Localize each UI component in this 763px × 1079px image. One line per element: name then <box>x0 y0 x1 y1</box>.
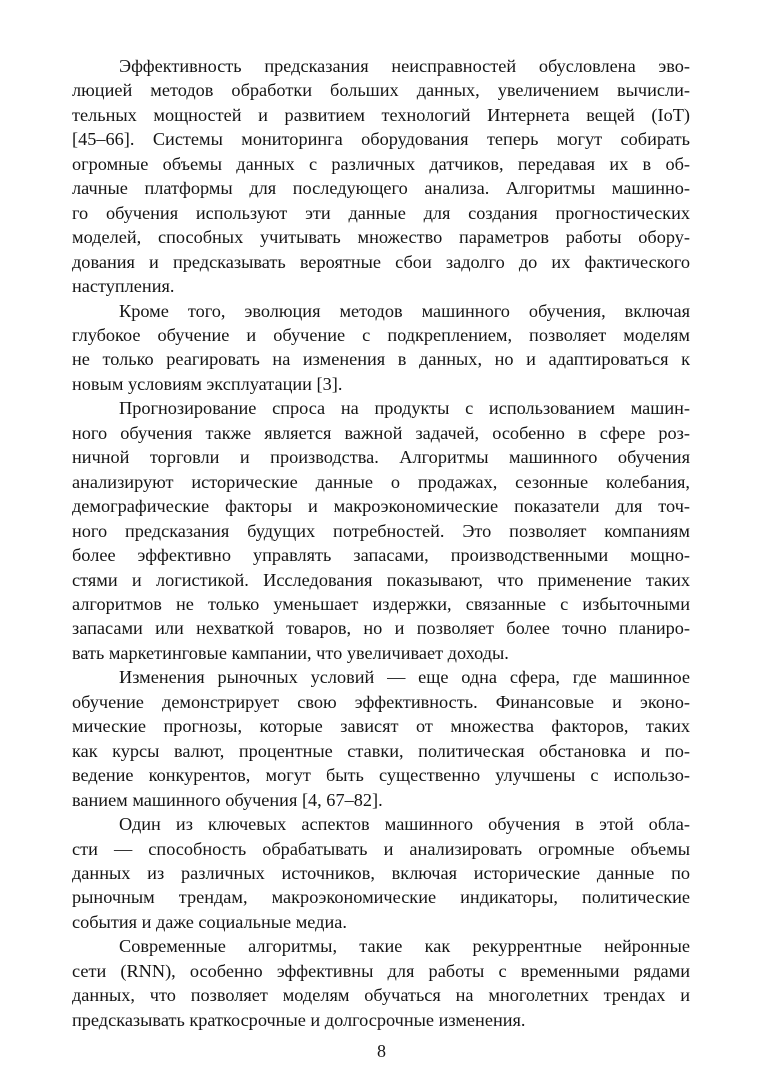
text-line: демографические факторы и макроэкономические показатели для точ- <box>72 496 690 517</box>
text-line: Кроме того, эволюция методов машинного обучения, включая <box>119 300 690 321</box>
text-line: [45–66]. Системы мониторинга оборудования теперь могут собирать <box>72 129 690 150</box>
text-line: алгоритмов не только уменьшает издержки, связанные с избыточными <box>72 593 690 614</box>
text-line: тельных мощностей и развитием технологий Интернета вещей (IoT) <box>72 104 690 125</box>
paragraph <box>72 396 690 665</box>
text-line: ного предсказания будущих потребностей. Это позволяет компаниям <box>72 520 690 541</box>
text-line: лачные платформы для последующего анализа. Алгоритмы машинно- <box>72 178 690 199</box>
text-line: ведение конкурентов, могут быть существенно улучшены с использо- <box>72 765 690 786</box>
text-line: события и даже социальные медиа. <box>72 911 347 932</box>
text-line: более эффективно управлять запасами, производственными мощно- <box>72 545 690 566</box>
text-line: запасами или нехваткой товаров, но и позволяет более точно планиро- <box>72 618 690 639</box>
text-line: огромные объемы данных с различных датчиков, передавая их в об- <box>72 153 690 174</box>
text-line: как курсы валют, процентные ставки, политическая обстановка и по- <box>72 740 690 761</box>
paragraph <box>72 812 690 934</box>
text-line: Изменения рыночных условий — еще одна сфера, где машинное <box>119 667 690 688</box>
text-line: сети (RNN), особенно эффективны для работы с временными рядами <box>72 960 690 981</box>
text-line: анализируют исторические данные о продажах, сезонные колебания, <box>72 471 690 492</box>
text-line: наступления. <box>72 276 175 297</box>
text-line: ванием машинного обучения [4, 67–82]. <box>72 789 383 810</box>
text-line: данных из различных источников, включая исторические данные по <box>72 862 690 883</box>
paragraph <box>72 54 690 299</box>
text-line: рыночным трендам, макроэкономические индикаторы, политические <box>72 887 690 908</box>
paragraph <box>72 934 690 1032</box>
text-line: Современные алгоритмы, такие как рекуррентные нейронные <box>119 936 690 957</box>
text-line: новым условиям эксплуатации [3]. <box>72 373 343 394</box>
text-line: глубокое обучение и обучение с подкреплением, позволяет моделям <box>72 324 690 345</box>
text-line: Прогнозирование спроса на продукты с использованием машин- <box>119 398 690 419</box>
text-line: стями и логистикой. Исследования показывают, что применение таких <box>72 569 690 590</box>
text-line: данных, что позволяет моделям обучаться на многолетних трендах и <box>72 985 690 1006</box>
text-line: сти — способность обрабатывать и анализировать огромные объемы <box>72 838 690 859</box>
text-line: не только реагировать на изменения в данных, но и адаптироваться к <box>72 349 690 370</box>
text-line: предсказывать краткосрочные и долгосрочные изменения. <box>72 1009 526 1030</box>
document-page <box>72 54 690 1032</box>
text-line: мические прогнозы, которые зависят от множества факторов, таких <box>72 716 690 737</box>
text-line: Эффективность предсказания неисправностей обусловлена эво- <box>119 56 690 76</box>
text-line: моделей, способных учитывать множество параметров работы обору- <box>72 227 690 248</box>
page-number: 8 <box>377 1041 386 1061</box>
text-line: вать маркетинговые кампании, что увеличивает доходы. <box>72 642 509 663</box>
text-line: ного обучения также является важной задачей, особенно в сфере роз- <box>72 422 690 443</box>
text-line: ничной торговли и производства. Алгоритмы машинного обучения <box>72 447 690 468</box>
paragraph <box>72 299 690 397</box>
text-line: Один из ключевых аспектов машинного обучения в этой обла- <box>119 814 690 835</box>
text-line: обучение демонстрирует свою эффективность. Финансовые и эконо- <box>72 691 690 712</box>
text-line: дования и предсказывать вероятные сбои задолго до их фактического <box>72 251 690 272</box>
text-line: люцией методов обработки больших данных, увеличением вычисли- <box>72 80 690 101</box>
text-line: го обучения используют эти данные для создания прогностических <box>72 202 690 223</box>
paragraph <box>72 665 690 812</box>
